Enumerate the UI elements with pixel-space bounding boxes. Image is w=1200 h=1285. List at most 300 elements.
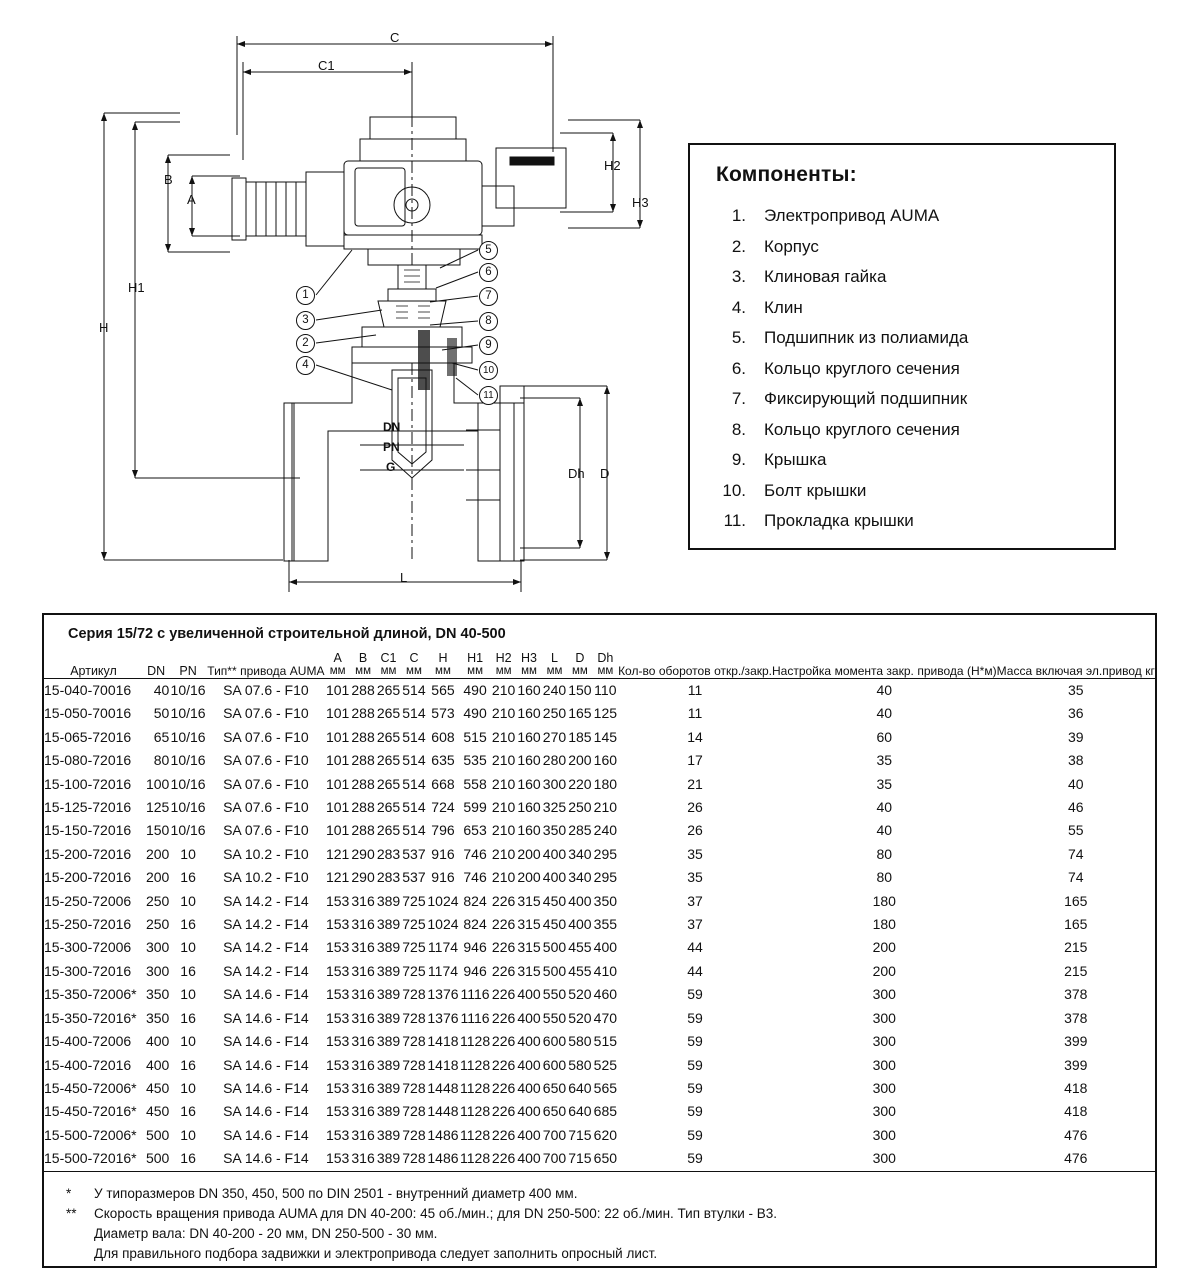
cell-h2: 210 <box>491 845 516 862</box>
col-header-h1-unit: мм <box>467 665 483 677</box>
cell-mass: 55 <box>1068 822 1084 839</box>
note-row <box>44 1204 1155 1224</box>
cell-torque: 40 <box>876 822 893 839</box>
cell-article: 15-350-72006* <box>44 986 137 1003</box>
table-row <box>44 773 1155 796</box>
cell-article: 15-450-72016* <box>44 1103 137 1120</box>
components-legend <box>688 143 1116 550</box>
cell-d: 520 <box>568 1009 592 1026</box>
col-header-c <box>401 651 426 679</box>
col-header-turns-line3: откр./закр. <box>714 663 772 678</box>
cell-type: SA 07.6 - F10 <box>223 822 309 839</box>
cell-dn: 40 <box>143 679 169 703</box>
cell-h: 668 <box>431 775 455 792</box>
cell-h3: 400 <box>517 1056 541 1073</box>
table-row <box>44 702 1155 725</box>
cell-b: 288 <box>351 822 375 839</box>
cell-c: 514 <box>402 799 426 816</box>
cell-c: 725 <box>402 962 426 979</box>
callout-11: 11 <box>479 386 498 405</box>
col-header-h2 <box>491 651 516 679</box>
col-header-h3-text: H3 <box>521 651 538 665</box>
cell-pn: 10 <box>180 845 196 862</box>
cell-c: 728 <box>402 1103 426 1120</box>
cell-h2: 210 <box>491 822 516 839</box>
cell-l: 500 <box>542 939 567 956</box>
cell-h2: 210 <box>491 752 516 769</box>
cell-c: 514 <box>401 679 426 703</box>
cell-b: 316 <box>351 1126 375 1143</box>
cell-turns: 17 <box>687 752 703 769</box>
cell-h2: 226 <box>491 939 516 956</box>
cell-turns: 59 <box>687 1079 703 1096</box>
dimension-label-Dh: Dh <box>568 466 585 481</box>
cell-c1: 389 <box>376 1103 401 1120</box>
cell-h1: 746 <box>463 845 487 862</box>
cell-d: 715 <box>568 1126 592 1143</box>
list-item <box>712 262 1092 293</box>
col-header-d <box>567 651 592 679</box>
cell-type: SA 14.6 - F14 <box>223 1126 309 1143</box>
cell-b: 316 <box>351 986 375 1003</box>
cell-mass: 215 <box>1064 939 1088 956</box>
cell-a: 153 <box>325 962 350 979</box>
cell-d: 250 <box>568 799 592 816</box>
cell-d: 715 <box>568 1150 592 1167</box>
col-header-turns-line1: Кол-во <box>618 663 656 678</box>
cell-h3: 160 <box>517 728 541 745</box>
cell-c1: 389 <box>376 916 401 933</box>
cell-article: 15-250-72016 <box>44 916 132 933</box>
cell-dn: 250 <box>145 892 170 909</box>
cell-mass: 215 <box>1064 962 1088 979</box>
cell-torque: 300 <box>872 1009 896 1026</box>
cell-h: 608 <box>431 728 455 745</box>
valve-drawing-svg <box>0 0 700 610</box>
cell-turns: 59 <box>687 1103 703 1120</box>
col-header-l-unit: мм <box>546 665 563 677</box>
cell-pn: 10 <box>180 986 196 1003</box>
col-header-mass-line2: включая <box>1035 663 1083 678</box>
cell-c1: 389 <box>376 1056 401 1073</box>
cell-h1: 746 <box>463 869 487 886</box>
cell-c: 728 <box>402 1056 426 1073</box>
cell-dn: 65 <box>153 728 170 745</box>
component-label: Кольцо круглого сечения <box>764 419 960 439</box>
cell-mass: 38 <box>1068 752 1084 769</box>
col-header-b <box>350 651 375 679</box>
cell-a: 153 <box>325 1126 350 1143</box>
components-list <box>712 201 1092 537</box>
cell-type: SA 10.2 - F10 <box>223 869 309 886</box>
cell-type: SA 07.6 - F10 <box>223 705 309 722</box>
col-header-d-unit: мм <box>572 665 588 677</box>
note-text: У типоразмеров DN 350, 450, 500 по DIN 2501 - внутренний диаметр 400 мм. <box>94 1185 578 1201</box>
cell-article: 15-200-72016 <box>44 869 132 886</box>
cell-h3: 160 <box>517 775 541 792</box>
cell-c: 725 <box>402 939 426 956</box>
cell-torque: 40 <box>876 705 893 722</box>
cell-torque: 80 <box>876 869 893 886</box>
cell-article: 15-300-72006 <box>44 939 132 956</box>
cell-turns: 26 <box>687 799 703 816</box>
list-item <box>712 415 1092 446</box>
cell-type: SA 14.6 - F14 <box>223 1103 309 1120</box>
cell-l: 600 <box>542 1033 567 1050</box>
cell-h3: 315 <box>517 916 541 933</box>
cell-h2: 226 <box>491 1126 516 1143</box>
component-label: Кольцо круглого сечения <box>764 358 960 378</box>
cell-h3: 400 <box>517 1009 541 1026</box>
cell-dn: 80 <box>153 752 170 769</box>
col-header-c1-unit: мм <box>380 665 397 677</box>
cell-c: 725 <box>402 892 426 909</box>
cell-a: 101 <box>325 728 350 745</box>
cell-d: 150 <box>567 679 592 703</box>
cell-l: 450 <box>542 916 567 933</box>
cell-h3: 200 <box>517 845 541 862</box>
cell-l: 450 <box>542 892 567 909</box>
cell-type: SA 07.6 - F10 <box>223 752 309 769</box>
list-item <box>712 232 1092 263</box>
component-label: Подшипник из полиамида <box>764 328 969 347</box>
cell-torque: 35 <box>876 775 893 792</box>
callout-9: 9 <box>479 336 498 355</box>
cell-b: 288 <box>351 799 375 816</box>
cell-type: SA 14.6 - F14 <box>223 1033 309 1050</box>
cell-h3: 160 <box>517 799 541 816</box>
cell-h: 1376 <box>427 986 459 1003</box>
cell-h3: 315 <box>517 939 541 956</box>
cell-mass: 378 <box>1064 986 1088 1003</box>
cell-h2: 226 <box>491 1056 516 1073</box>
dimension-label-H2: H2 <box>604 158 621 173</box>
cell-l: 250 <box>542 705 567 722</box>
cell-c: 728 <box>402 1033 426 1050</box>
cell-c: 728 <box>402 986 426 1003</box>
cell-dh: 620 <box>593 1126 618 1143</box>
cell-pn: 10 <box>180 892 196 909</box>
cell-dh: 295 <box>593 869 618 886</box>
component-number: 11. <box>723 511 746 530</box>
cell-torque: 200 <box>872 962 896 979</box>
cell-type: SA 14.6 - F14 <box>223 1056 309 1073</box>
col-header-c1 <box>376 651 401 679</box>
cell-h2: 226 <box>491 1103 516 1120</box>
col-header-l <box>542 651 567 679</box>
cell-h1: 1128 <box>460 1150 491 1167</box>
cell-c1: 283 <box>376 845 401 862</box>
cell-l: 700 <box>542 1150 567 1167</box>
cell-pn: 16 <box>180 1056 196 1073</box>
cell-h3: 160 <box>516 679 541 703</box>
cell-h1: 1116 <box>460 986 490 1003</box>
cell-c1: 389 <box>376 962 401 979</box>
table-row <box>44 960 1155 983</box>
cell-dh: 460 <box>593 986 618 1003</box>
cell-torque: 35 <box>876 752 893 769</box>
cell-c1: 389 <box>376 892 401 909</box>
cell-a: 153 <box>325 916 350 933</box>
cell-c1: 265 <box>376 705 401 722</box>
cell-c: 514 <box>402 775 426 792</box>
cell-dh: 110 <box>593 679 618 703</box>
cell-dn: 50 <box>153 705 170 722</box>
cell-dh: 240 <box>593 822 618 839</box>
cell-torque: 40 <box>772 679 997 703</box>
cell-mass: 40 <box>1068 775 1084 792</box>
component-number: 3. <box>731 267 746 286</box>
dimension-label-L: L <box>400 570 408 585</box>
cell-h3: 160 <box>517 752 541 769</box>
cell-h: 916 <box>431 869 455 886</box>
cell-l: 400 <box>542 845 567 862</box>
cell-a: 101 <box>325 679 350 703</box>
callout-1: 1 <box>296 286 315 305</box>
table-row <box>44 1030 1155 1053</box>
cell-dn: 150 <box>145 822 170 839</box>
table-row <box>44 843 1155 866</box>
list-item <box>712 354 1092 385</box>
cell-c: 514 <box>402 752 426 769</box>
cell-a: 121 <box>325 869 350 886</box>
cell-h: 796 <box>431 822 455 839</box>
cell-dn: 300 <box>145 962 170 979</box>
cell-dh: 180 <box>593 775 618 792</box>
cell-a: 101 <box>325 775 350 792</box>
cell-article: 15-050-70016 <box>44 705 132 722</box>
col-header-type-line3: AUMA <box>289 663 325 678</box>
table-row <box>44 819 1155 842</box>
cell-dh: 160 <box>593 752 618 769</box>
cell-dn: 400 <box>145 1033 170 1050</box>
cell-h3: 400 <box>517 1150 541 1167</box>
col-header-c-text: C <box>409 651 419 665</box>
table-row <box>44 866 1155 889</box>
cell-h1: 1128 <box>460 1103 491 1120</box>
cell-pn: 10/16 <box>170 728 206 745</box>
cell-pn: 10/16 <box>170 752 206 769</box>
cell-pn: 16 <box>180 1009 196 1026</box>
cell-pn: 10 <box>180 1079 196 1096</box>
col-header-turns <box>618 651 772 679</box>
cell-h1: 490 <box>463 705 487 722</box>
cell-d: 640 <box>568 1103 592 1120</box>
col-header-article: Артикул <box>44 651 143 679</box>
cell-turns: 14 <box>687 728 703 745</box>
cell-l: 240 <box>542 679 567 703</box>
cell-b: 288 <box>351 752 375 769</box>
cell-h2: 210 <box>491 799 516 816</box>
cell-turns: 35 <box>687 845 703 862</box>
cell-h: 724 <box>431 799 455 816</box>
cell-dh: 410 <box>593 962 618 979</box>
cell-c: 537 <box>402 869 426 886</box>
cell-torque: 60 <box>876 728 893 745</box>
cell-pn: 16 <box>180 1150 196 1167</box>
cell-pn: 10 <box>180 1033 196 1050</box>
cell-turns: 59 <box>687 1033 703 1050</box>
cell-h2: 210 <box>491 869 516 886</box>
col-header-dh-text: Dh <box>597 651 614 665</box>
cell-h: 1448 <box>427 1103 459 1120</box>
table-row <box>44 913 1155 936</box>
cell-torque: 80 <box>876 845 893 862</box>
dimension-label-C: C <box>390 30 400 45</box>
cell-h3: 400 <box>517 1126 541 1143</box>
cell-a: 153 <box>325 1033 350 1050</box>
col-header-d-text: D <box>575 651 585 665</box>
cell-article: 15-300-72016 <box>44 962 132 979</box>
col-header-torque-line3: привода <box>917 663 964 678</box>
col-header-torque-line2: момента закр. <box>834 663 914 678</box>
table-row <box>44 983 1155 1006</box>
cell-c1: 265 <box>376 775 401 792</box>
cell-h3: 160 <box>517 705 541 722</box>
cell-h3: 315 <box>517 892 541 909</box>
col-header-torque <box>772 651 997 679</box>
component-label: Фиксирующий подшипник <box>764 389 968 408</box>
col-header-torque-line4: (Н*м) <box>967 663 997 678</box>
col-header-turns-line2: оборотов <box>658 663 711 678</box>
dimension-label-H: H <box>99 320 109 335</box>
note-marker: * <box>66 1185 72 1201</box>
cell-b: 288 <box>351 728 375 745</box>
cell-torque: 300 <box>872 1150 896 1167</box>
cell-type: SA 07.6 - F10 <box>223 775 309 792</box>
dimension-label-H3: H3 <box>632 195 649 210</box>
col-header-mass-line3: эл.привод <box>1086 663 1142 678</box>
cell-l: 270 <box>542 728 567 745</box>
cell-dh: 685 <box>593 1103 618 1120</box>
cell-article: 15-500-72016* <box>44 1150 137 1167</box>
cell-c1: 265 <box>376 752 401 769</box>
cell-pn: 16 <box>180 869 196 886</box>
component-number: 8. <box>731 419 746 439</box>
col-header-pn: PN <box>169 651 207 679</box>
cell-pn: 10 <box>180 1126 196 1143</box>
cell-article: 15-100-72016 <box>44 775 132 792</box>
cell-a: 153 <box>325 1150 350 1167</box>
cell-a: 121 <box>325 845 350 862</box>
cell-type: SA 14.6 - F14 <box>223 1009 309 1026</box>
cell-d: 220 <box>568 775 592 792</box>
col-header-h-text: H <box>438 651 448 665</box>
cell-a: 101 <box>325 752 350 769</box>
cell-l: 280 <box>542 752 567 769</box>
cell-l: 650 <box>542 1079 567 1096</box>
cell-dh: 525 <box>593 1056 618 1073</box>
cell-h1: 1116 <box>460 1009 490 1026</box>
cell-c: 537 <box>402 845 426 862</box>
cell-mass: 418 <box>1064 1079 1088 1096</box>
cell-dn: 200 <box>145 869 170 886</box>
cell-a: 153 <box>325 1079 350 1096</box>
body-marking-dn: DN <box>383 420 401 434</box>
note-text: Скорость вращения привода AUMA для DN 40-200: 45 об./мин.; для DN 250-500: 22 об./мин. Тип втулки - B3. <box>94 1205 778 1221</box>
cell-d: 340 <box>568 869 592 886</box>
cell-h: 1418 <box>427 1033 459 1050</box>
cell-l: 500 <box>542 962 567 979</box>
cell-torque: 300 <box>872 1103 896 1120</box>
col-header-mass-line4: кг <box>1145 663 1155 678</box>
list-item <box>712 506 1092 537</box>
cell-c1: 283 <box>376 869 401 886</box>
cell-h: 635 <box>431 752 455 769</box>
cell-d: 640 <box>568 1079 592 1096</box>
cell-b: 316 <box>351 939 375 956</box>
cell-d: 200 <box>568 752 592 769</box>
cell-torque: 300 <box>872 1056 896 1073</box>
table-row <box>44 679 1155 703</box>
cell-dn: 400 <box>145 1056 170 1073</box>
col-header-type-line2: привода <box>240 663 287 678</box>
cell-mass: 74 <box>1068 869 1084 886</box>
cell-c: 728 <box>402 1126 426 1143</box>
cell-dn: 350 <box>145 1009 170 1026</box>
table-row <box>44 1100 1155 1123</box>
cell-h: 916 <box>431 845 455 862</box>
component-label: Клиновая гайка <box>764 267 887 286</box>
component-number: 5. <box>731 328 746 347</box>
cell-b: 316 <box>351 1150 375 1167</box>
cell-turns: 59 <box>687 1056 703 1073</box>
component-label: Электропривод AUMA <box>764 206 940 225</box>
cell-d: 285 <box>568 822 592 839</box>
note-continuation: Диаметр вала: DN 40-200 - 20 мм, DN 250-500 - 30 мм. <box>94 1225 438 1241</box>
cell-pn: 10/16 <box>170 799 206 816</box>
component-number: 2. <box>731 236 746 256</box>
cell-mass: 74 <box>1068 845 1084 862</box>
callout-5: 5 <box>479 241 498 260</box>
cell-b: 316 <box>351 1103 375 1120</box>
component-number: 7. <box>731 389 746 408</box>
cell-turns: 11 <box>687 705 703 722</box>
col-header-c-unit: мм <box>406 665 422 677</box>
table-body <box>44 679 1155 1171</box>
cell-h2: 226 <box>491 1150 516 1167</box>
cell-article: 15-040-70016 <box>44 679 143 703</box>
list-item <box>712 201 1092 232</box>
cell-d: 340 <box>568 845 592 862</box>
cell-l: 550 <box>542 1009 567 1026</box>
cell-a: 101 <box>325 822 350 839</box>
cell-turns: 59 <box>687 1126 703 1143</box>
cell-type: SA 07.6 - F10 <box>207 679 325 703</box>
cell-pn: 10/16 <box>169 679 207 703</box>
table-row <box>44 1054 1155 1077</box>
cell-a: 101 <box>325 799 350 816</box>
cell-h1: 1128 <box>460 1126 491 1143</box>
table-row <box>44 936 1155 959</box>
col-header-h2-text: H2 <box>495 651 512 665</box>
cell-type: SA 14.6 - F14 <box>223 986 309 1003</box>
cell-mass: 476 <box>1064 1150 1088 1167</box>
cell-c1: 265 <box>376 799 401 816</box>
cell-a: 153 <box>325 1056 350 1073</box>
cell-pn: 16 <box>180 916 196 933</box>
cell-dh: 515 <box>593 1033 618 1050</box>
col-header-type <box>207 651 325 679</box>
cell-c1: 389 <box>376 1126 401 1143</box>
cell-dh: 400 <box>593 939 618 956</box>
col-header-dh-unit: мм <box>597 665 614 677</box>
table-title: Серия 15/72 с увеличенной строительной длиной, DN 40-500 <box>68 626 506 642</box>
cell-h3: 400 <box>517 986 541 1003</box>
cell-article: 15-500-72006* <box>44 1126 137 1143</box>
cell-c1: 389 <box>376 939 401 956</box>
list-item <box>712 323 1092 354</box>
